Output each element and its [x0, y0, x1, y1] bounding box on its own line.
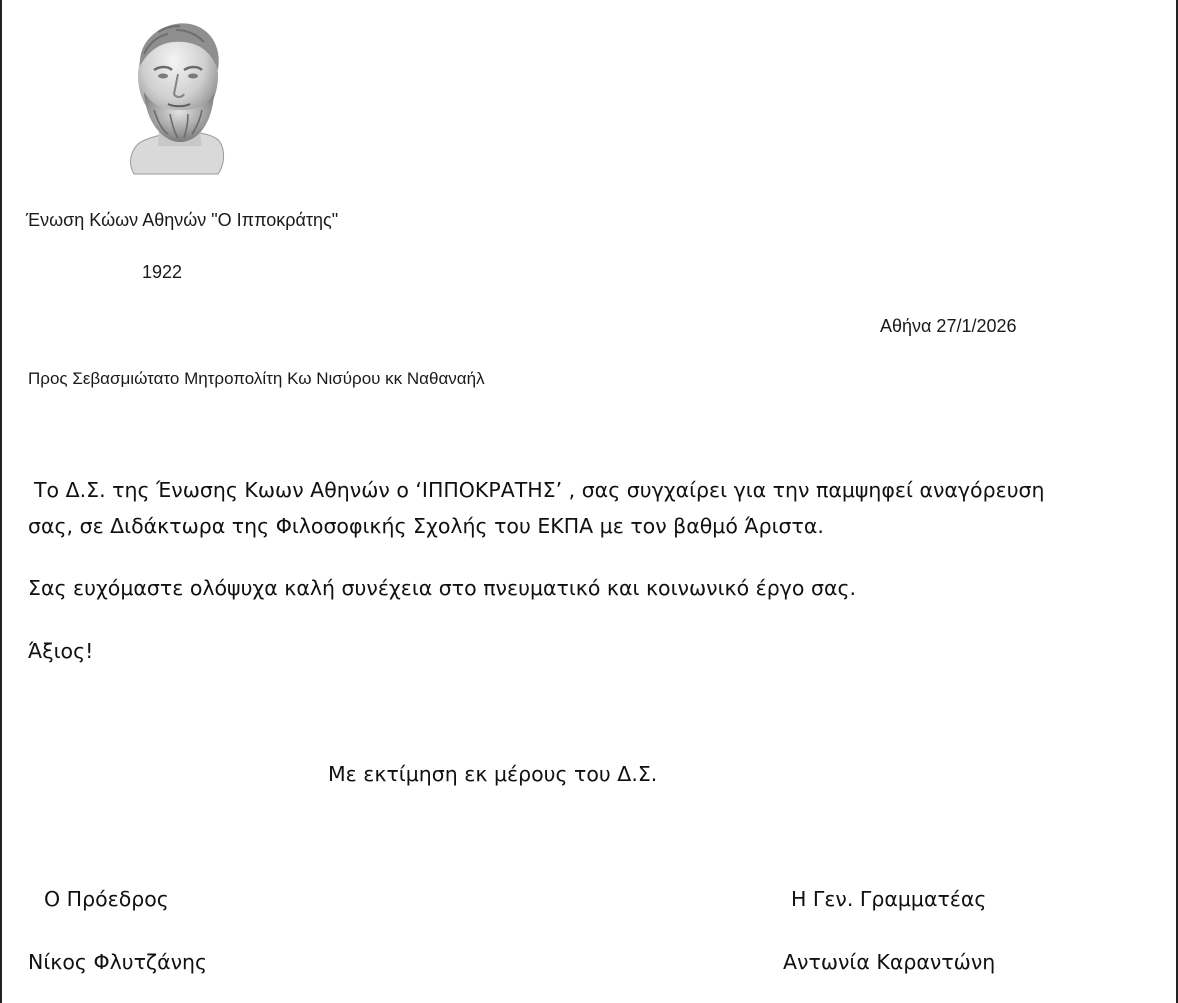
recipient-line: Προς Σεβασμιώτατο Μητροπολίτη Κω Νισύρου κκ Ναθαναήλ — [28, 369, 485, 388]
president-name: Νίκος Φλυτζάνης — [28, 950, 208, 974]
body-paragraph-3: Άξιος! — [28, 639, 94, 663]
body-paragraph-1-line-1: Το Δ.Σ. της Ένωσης Κωων Αθηνών ο ‘ΙΠΠΟΚΡΑΤΗΣ’ , σας συγχαίρει για την παμψηφεί αναγόρευση — [34, 478, 1045, 502]
founded-year: 1922 — [142, 262, 183, 282]
closing-line: Με εκτίμηση εκ μέρους του Δ.Σ. — [328, 762, 658, 786]
president-title: Ο Πρόεδρος — [44, 887, 169, 911]
secretary-name: Αντωνία Καραντώνη — [783, 950, 996, 974]
date-line: Αθήνα 27/1/2026 — [880, 316, 1017, 336]
body-paragraph-2: Σας ευχόμαστε ολόψυχα καλή συνέχεια στο πνευματικό και κοινωνικό έργο σας. — [28, 576, 857, 600]
organization-name: Ένωση Κώων Αθηνών "Ο Ιπποκράτης" — [26, 210, 339, 230]
secretary-title: Η Γεν. Γραμματέας — [791, 887, 987, 911]
hippocrates-bust-image — [98, 14, 258, 176]
body-paragraph-1-line-2: σας, σε Διδάκτωρα της Φιλοσοφικής Σχολής του ΕΚΠΑ με τον βαθμό Άριστα. — [28, 514, 824, 538]
